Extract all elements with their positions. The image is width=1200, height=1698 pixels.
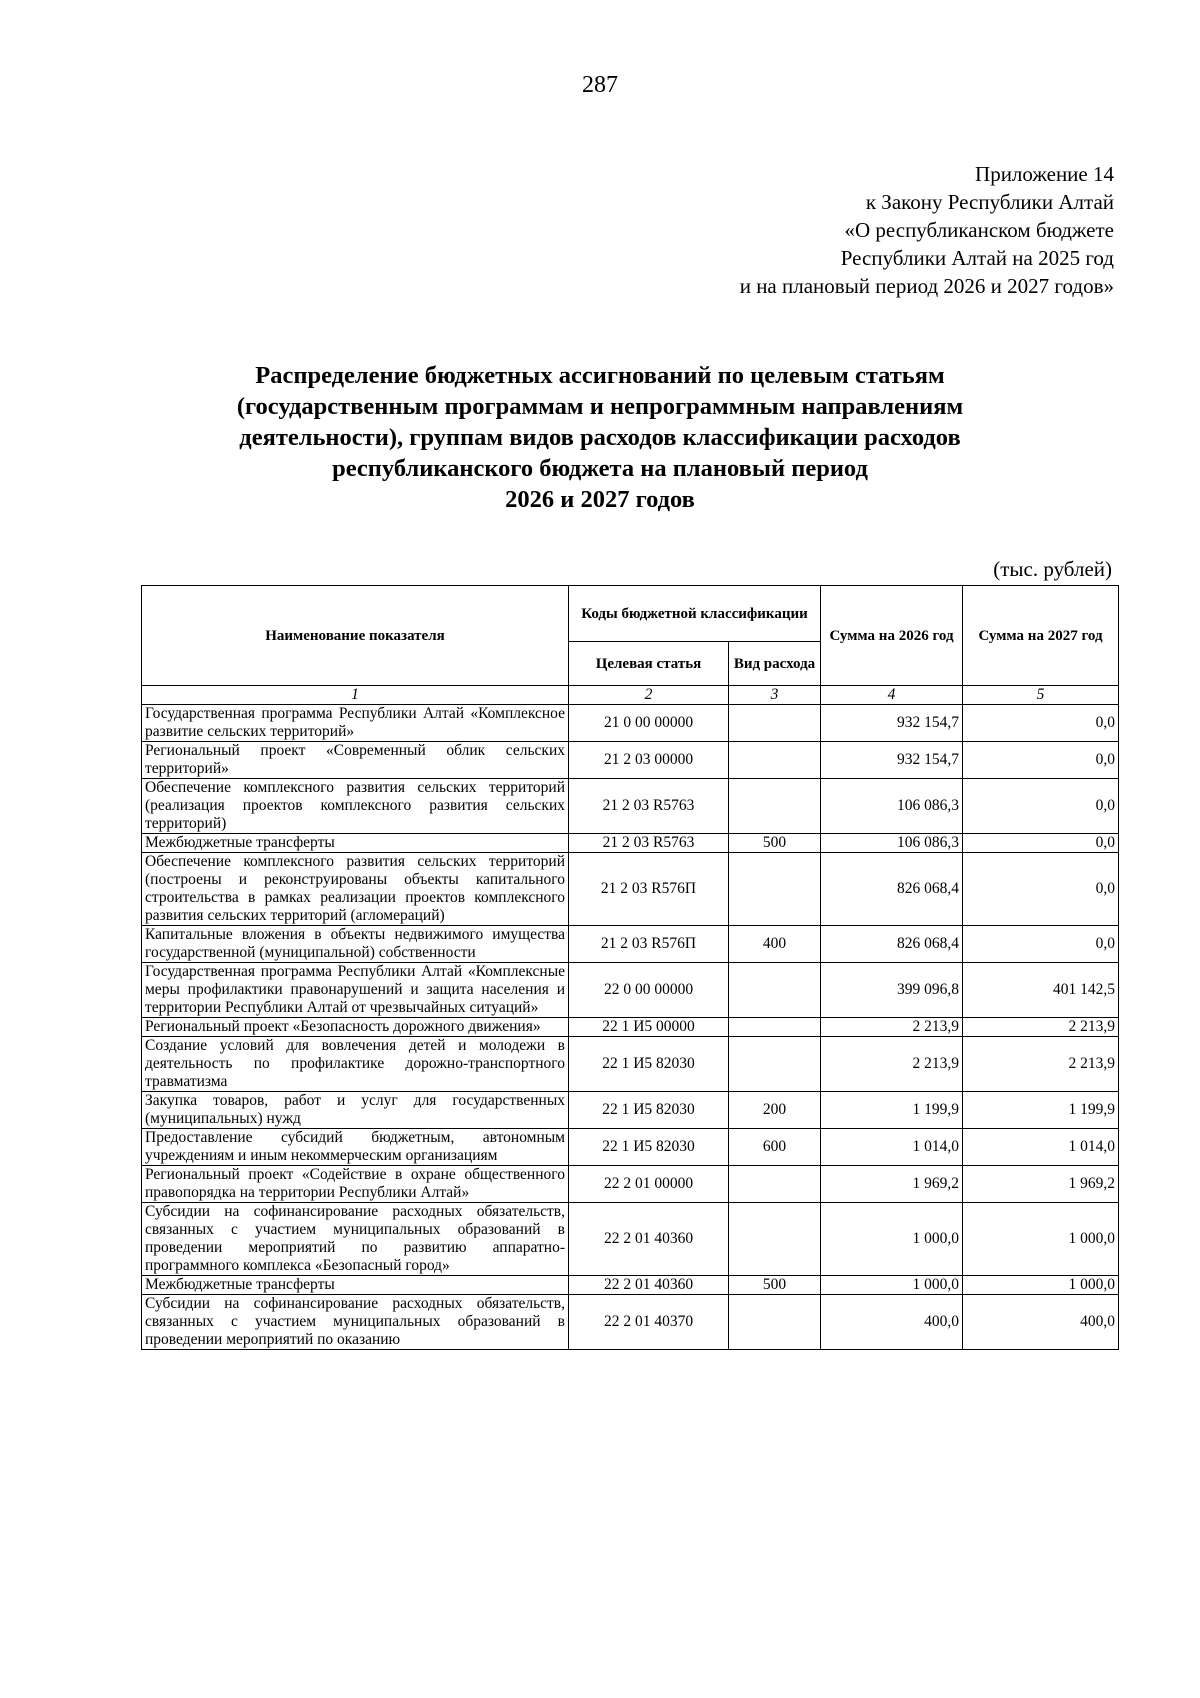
- row-target-article: 21 2 03 00000: [569, 742, 729, 779]
- row-sum-2026: 106 086,3: [821, 779, 963, 834]
- row-sum-2026: 2 213,9: [821, 1037, 963, 1092]
- row-expense-type: 400: [729, 926, 821, 963]
- row-sum-2026: 1 199,9: [821, 1092, 963, 1129]
- table-row: [142, 1018, 1119, 1037]
- table-row: [142, 834, 1119, 853]
- title-line: республиканского бюджета на плановый период: [332, 455, 868, 482]
- header-expense-type: Вид расхода: [729, 642, 821, 686]
- table-row: [142, 1295, 1119, 1350]
- row-sum-2027: 1 969,2: [963, 1166, 1119, 1203]
- budget-table: [141, 585, 1119, 1350]
- row-sum-2026: 1 000,0: [821, 1203, 963, 1276]
- row-sum-2027: 2 213,9: [963, 1018, 1119, 1037]
- row-sum-2027: 1 000,0: [963, 1203, 1119, 1276]
- row-name: Государственная программа Республики Алтай «Комплексные меры профилактики правонарушений и защита населения и территории Республики Алтай от чрезвычайных ситуаций»: [142, 963, 569, 1018]
- row-name: Закупка товаров, работ и услуг для государственных (муниципальных) нужд: [142, 1092, 569, 1129]
- header-name: Наименование показателя: [142, 586, 569, 686]
- row-target-article: 21 2 03 R5763: [569, 779, 729, 834]
- row-target-article: 22 2 01 40360: [569, 1203, 729, 1276]
- header-sum-2027: Сумма на 2027 год: [963, 586, 1119, 686]
- row-name: Субсидии на софинансирование расходных обязательств, связанных с участием муниципальных образований в проведении мероприятий по развитию аппаратно-программного комплекса «Безопасный город»: [142, 1203, 569, 1276]
- row-name: Обеспечение комплексного развития сельских территорий (построены и реконструированы объекты капитального строительства в рамках реализации проектов комплексного развития сельских территорий (агломераций): [142, 853, 569, 926]
- units-label: (тыс. рублей): [993, 557, 1112, 581]
- row-name: Государственная программа Республики Алтай «Комплексное развитие сельских территорий»: [142, 705, 569, 742]
- row-expense-type: [729, 1037, 821, 1092]
- row-expense-type: [729, 963, 821, 1018]
- column-number: 1: [142, 686, 569, 705]
- row-sum-2026: 826 068,4: [821, 926, 963, 963]
- row-name: Предоставление субсидий бюджетным, автономным учреждениям и иным некоммерческим организациям: [142, 1129, 569, 1166]
- row-target-article: 22 1 И5 82030: [569, 1129, 729, 1166]
- table-row: [142, 1276, 1119, 1295]
- row-sum-2026: 932 154,7: [821, 742, 963, 779]
- row-target-article: 22 2 01 40360: [569, 1276, 729, 1295]
- table-row: [142, 1037, 1119, 1092]
- table-row: [142, 853, 1119, 926]
- row-sum-2027: 1 014,0: [963, 1129, 1119, 1166]
- row-sum-2026: 932 154,7: [821, 705, 963, 742]
- appendix-line: Республики Алтай на 2025 год: [840, 246, 1114, 270]
- appendix-line: Приложение 14: [975, 162, 1114, 186]
- header-target-article: Целевая статья: [569, 642, 729, 686]
- row-sum-2027: 0,0: [963, 926, 1119, 963]
- row-sum-2027: 0,0: [963, 834, 1119, 853]
- row-sum-2026: 1 014,0: [821, 1129, 963, 1166]
- title-line: Распределение бюджетных ассигнований по целевым статьям: [255, 362, 945, 389]
- row-expense-type: [729, 1203, 821, 1276]
- row-expense-type: [729, 853, 821, 926]
- row-sum-2026: 826 068,4: [821, 853, 963, 926]
- row-sum-2027: 0,0: [963, 705, 1119, 742]
- header-sum-2026: Сумма на 2026 год: [821, 586, 963, 686]
- row-target-article: 21 2 03 R576П: [569, 926, 729, 963]
- row-sum-2027: 0,0: [963, 779, 1119, 834]
- row-target-article: 22 2 01 40370: [569, 1295, 729, 1350]
- row-expense-type: [729, 705, 821, 742]
- row-sum-2027: 401 142,5: [963, 963, 1119, 1018]
- row-sum-2026: 400,0: [821, 1295, 963, 1350]
- appendix-block: [554, 160, 1114, 300]
- table-row: [142, 1203, 1119, 1276]
- appendix-line: и на плановый период 2026 и 2027 годов»: [739, 274, 1114, 298]
- row-target-article: 22 2 01 00000: [569, 1166, 729, 1203]
- row-name: Межбюджетные трансферты: [142, 1276, 569, 1295]
- row-sum-2027: 0,0: [963, 853, 1119, 926]
- row-sum-2027: 2 213,9: [963, 1037, 1119, 1092]
- document-title: [140, 360, 1060, 515]
- column-number: 2: [569, 686, 729, 705]
- row-target-article: 22 0 00 00000: [569, 963, 729, 1018]
- table-row: [142, 926, 1119, 963]
- row-expense-type: [729, 779, 821, 834]
- row-name: Межбюджетные трансферты: [142, 834, 569, 853]
- row-target-article: 22 1 И5 82030: [569, 1037, 729, 1092]
- row-target-article: 22 1 И5 82030: [569, 1092, 729, 1129]
- table-row: [142, 779, 1119, 834]
- row-sum-2027: 1 000,0: [963, 1276, 1119, 1295]
- row-expense-type: [729, 1166, 821, 1203]
- row-expense-type: [729, 1295, 821, 1350]
- column-number: 4: [821, 686, 963, 705]
- column-number: 5: [963, 686, 1119, 705]
- row-target-article: 21 2 03 R576П: [569, 853, 729, 926]
- row-sum-2027: 400,0: [963, 1295, 1119, 1350]
- row-expense-type: [729, 742, 821, 779]
- column-numbers-row: [142, 686, 1119, 705]
- table-row: [142, 705, 1119, 742]
- row-name: Региональный проект «Содействие в охране общественного правопорядка на территории Республики Алтай»: [142, 1166, 569, 1203]
- row-sum-2026: 1 000,0: [821, 1276, 963, 1295]
- row-sum-2027: 0,0: [963, 742, 1119, 779]
- row-sum-2026: 399 096,8: [821, 963, 963, 1018]
- row-expense-type: 600: [729, 1129, 821, 1166]
- appendix-line: «О республиканском бюджете: [844, 218, 1114, 242]
- table-row: [142, 963, 1119, 1018]
- table-row: [142, 1166, 1119, 1203]
- row-name: Региональный проект «Современный облик сельских территорий»: [142, 742, 569, 779]
- row-expense-type: 200: [729, 1092, 821, 1129]
- row-name: Субсидии на софинансирование расходных обязательств, связанных с участием муниципальных образований в проведении мероприятий по оказанию: [142, 1295, 569, 1350]
- title-line: 2026 и 2027 годов: [505, 486, 695, 513]
- row-target-article: 21 2 03 R5763: [569, 834, 729, 853]
- row-sum-2026: 1 969,2: [821, 1166, 963, 1203]
- table-row: [142, 1092, 1119, 1129]
- row-target-article: 21 0 00 00000: [569, 705, 729, 742]
- appendix-line: к Закону Республики Алтай: [865, 190, 1114, 214]
- row-name: Капитальные вложения в объекты недвижимого имущества государственной (муниципальной) собственности: [142, 926, 569, 963]
- row-name: Обеспечение комплексного развития сельских территорий (реализация проектов комплексного развития сельских территорий): [142, 779, 569, 834]
- row-expense-type: [729, 1018, 821, 1037]
- row-sum-2026: 2 213,9: [821, 1018, 963, 1037]
- row-sum-2026: 106 086,3: [821, 834, 963, 853]
- row-expense-type: 500: [729, 834, 821, 853]
- table-row: [142, 1129, 1119, 1166]
- row-sum-2027: 1 199,9: [963, 1092, 1119, 1129]
- row-expense-type: 500: [729, 1276, 821, 1295]
- row-target-article: 22 1 И5 00000: [569, 1018, 729, 1037]
- column-number: 3: [729, 686, 821, 705]
- row-name: Региональный проект «Безопасность дорожного движения»: [142, 1018, 569, 1037]
- header-codes-group: Коды бюджетной классификации: [569, 586, 821, 642]
- title-line: (государственным программам и непрограммным направлениям: [236, 393, 964, 420]
- row-name: Создание условий для вовлечения детей и молодежи в деятельность по профилактике дорожно-транспортного травматизма: [142, 1037, 569, 1092]
- title-line: деятельности), группам видов расходов классификации расходов: [239, 424, 961, 451]
- table-row: [142, 742, 1119, 779]
- page-number: 287: [582, 72, 618, 98]
